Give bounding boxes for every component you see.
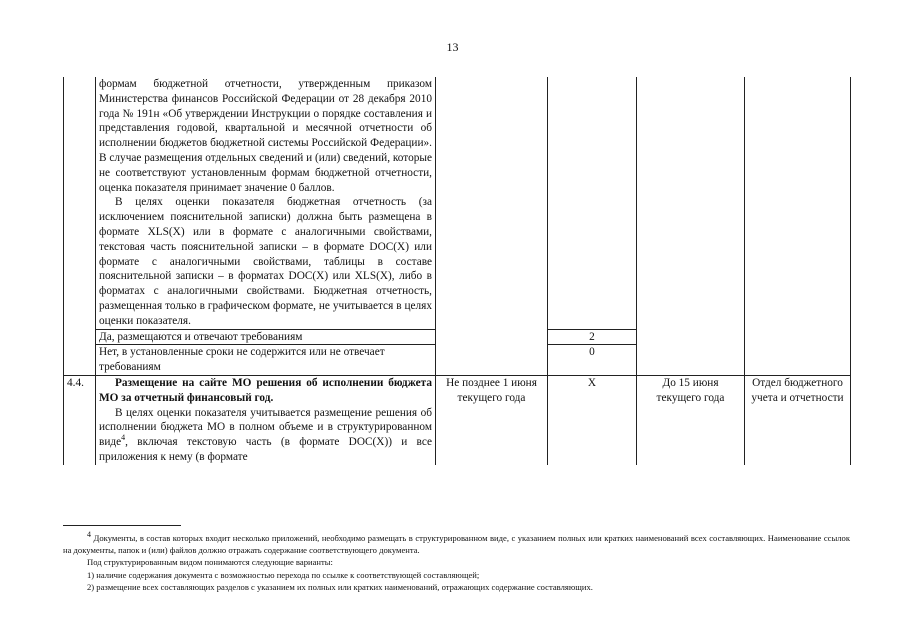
criterion-desc-after: , включая текстовую часть (в формате DOC(X)) и все приложения к нему (в формате xyxy=(99,436,432,463)
option-no: Нет, в установленные сроки не содержится или не отвечает требованиям xyxy=(96,345,436,376)
option-yes: Да, размещаются и отвечают требованиям xyxy=(96,329,436,345)
deadline-source: Не позднее 1 июня текущего года xyxy=(436,375,548,464)
deadline-check-cell xyxy=(637,77,745,375)
score-value: Х xyxy=(548,375,637,464)
footnote-4 xyxy=(63,532,850,556)
score-cell xyxy=(548,77,637,329)
score-yes: 2 xyxy=(548,329,637,345)
criterion-title: Размещение на сайте МО решения об исполнении бюджета МО за отчетный финансовый год. xyxy=(99,376,432,404)
criterion-text-2: В целях оценки показателя бюджетная отчетность (за исключением пояснительной записки) должна быть размещена в формате XLS(X) или в формате с аналогичными свойствами, текстовая часть пояснительной записки – в формате DOC(X) или формате с аналогичными свойствами, таблицы в составе пояснительной записки – в форматах DOC(X) или XLS(X), либо в форматах с аналогичными свойствами. Бюджетная отчетность, размещенная только в графическом формате, не учитывается в целях оценки показателя. xyxy=(99,196,432,327)
page-number: 13 xyxy=(446,40,459,54)
responsible-unit: Отдел бюджетного учета и отчетности xyxy=(745,375,851,464)
footnote-mark: 4 xyxy=(87,530,91,540)
footnote-item-2: 2) размещение всех составляющих разделов с указанием их полных или кратких наименований, отражающих содержание составляющих. xyxy=(87,581,593,592)
score-no: 0 xyxy=(548,345,637,376)
responsible-cell xyxy=(745,77,851,375)
criterion-description-cell xyxy=(96,375,436,464)
footnote-intro: Под структурированным видом понимаются следующие варианты: xyxy=(87,557,333,568)
criteria-table xyxy=(63,77,851,465)
row-number: 4.4. xyxy=(64,375,96,464)
table-row xyxy=(64,77,851,329)
footnotes xyxy=(63,532,850,593)
footnote-item-1: 1) наличие содержания документа с возможностью перехода по ссылке к соответствующей составляющей; xyxy=(87,569,480,580)
criterion-text-1: формам бюджетной отчетности, утвержденным приказом Министерства финансов Российской Федерации от 28 декабря 2010 года № 191н «Об утверждении Инструкции о порядке составления и представления годовой, квартальной и месячной отчетности об исполнении бюджетов бюджетной системы Российской Федерации». В случае размещения отдельных сведений и (или) сведений, которые не соответствуют установленным формам бюджетной отчетности, оценка показателя принимает значение 0 баллов. xyxy=(99,78,432,194)
criterion-description-cell xyxy=(96,77,436,329)
footnote-ref: 4 xyxy=(121,433,126,443)
table-row xyxy=(64,375,851,464)
criterion-desc-before: В целях оценки показателя учитывается размещение решения об исполнении бюджета МО в полном объеме и в структурированном виде xyxy=(99,406,432,449)
deadline-source-cell xyxy=(436,77,548,375)
deadline-check: До 15 июня текущего года xyxy=(637,375,745,464)
row-number-cell xyxy=(64,77,96,375)
footnote-separator xyxy=(63,525,181,526)
footnote-4-text: Документы, в состав которых входит несколько приложений, необходимо размещать в структурированном виде, с указанием полных или кратких наименований всех составляющих. Наименование ссылок на документы, папок и (или) файлов должно отражать содержание соответствующего документа. xyxy=(63,533,850,556)
